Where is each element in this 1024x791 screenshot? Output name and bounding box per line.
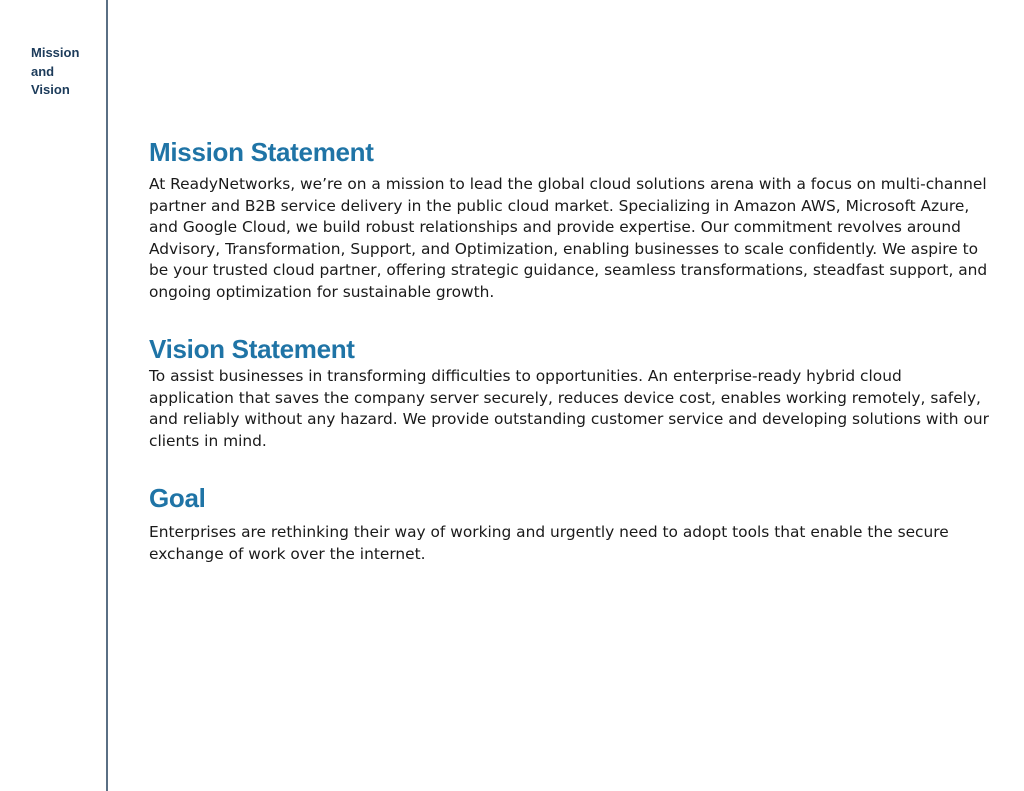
vision-body: To assist businesses in transforming difficulties to opportunities. An enterprise-ready hybrid cloud application that saves the company server securely, reduces device cost, enables working remotely, safely, and reliably without any hazard. We provide outstanding customer service and developing solutions with our clients in mind. (149, 367, 989, 450)
goal-heading: Goal (149, 483, 206, 513)
sidebar-label-line-3: Vision (31, 82, 70, 97)
goal-body: Enterprises are rethinking their way of working and urgently need to adopt tools that enable the secure exchange of work over the internet. (149, 523, 949, 563)
sidebar-label-line-2: and (31, 63, 55, 79)
mission-heading: Mission Statement (149, 137, 374, 167)
mission-section (149, 136, 989, 303)
main-content (149, 136, 989, 565)
vertical-divider (106, 0, 108, 791)
sidebar-section-label (31, 44, 97, 100)
goal-section (149, 482, 989, 565)
vision-section (149, 333, 989, 452)
vision-heading: Vision Statement (149, 334, 355, 364)
sidebar-label-line-1: Mission (31, 45, 80, 60)
mission-body: At ReadyNetworks, we’re on a mission to lead the global cloud solutions arena with a focus on multi-channel partner and B2B service delivery in the public cloud market. Specializing in Amazon AWS, Microsoft Azure, and Google Cloud, we build robust relationships and provide expertise. Our commitment revolves around Advisory, Transformation, Support, and Optimization, enabling businesses to scale confidently. We aspire to be your trusted cloud partner, offering strategic guidance, seamless transformations, steadfast support, and ongoing optimization for sustainable growth. (149, 175, 988, 301)
